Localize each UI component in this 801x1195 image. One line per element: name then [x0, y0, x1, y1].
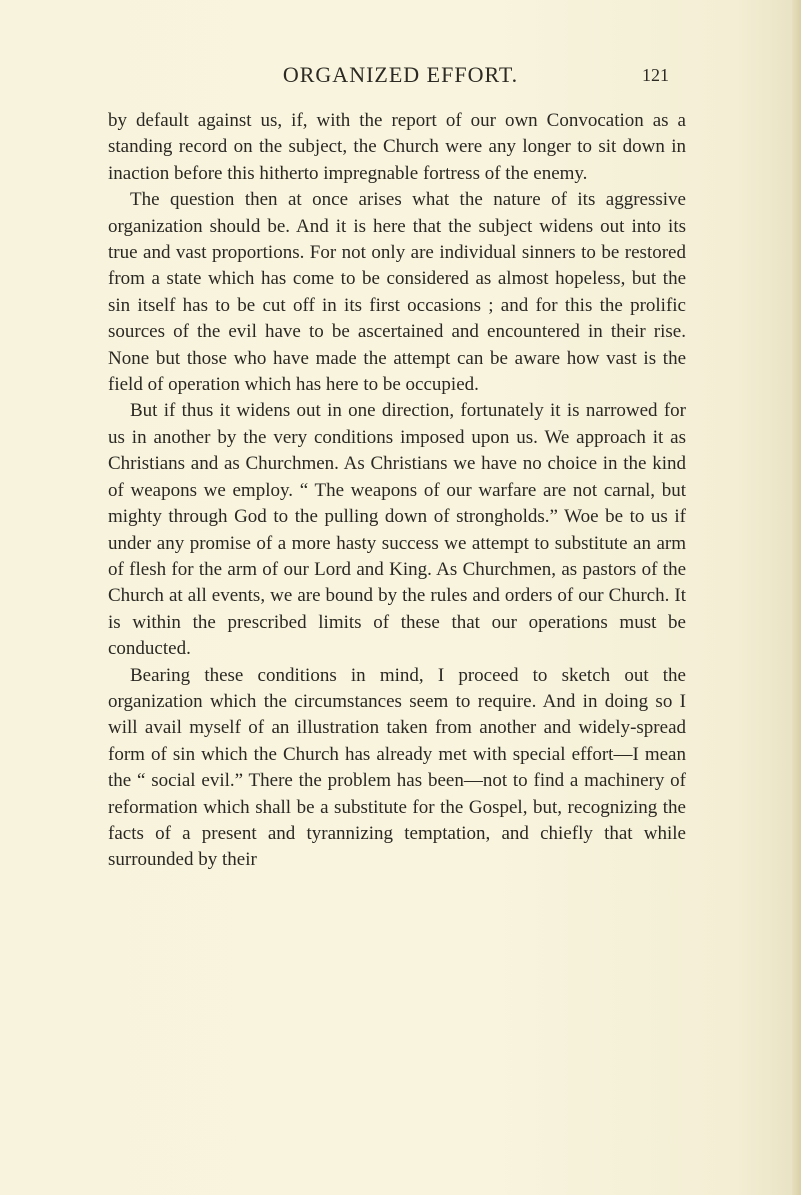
paragraph-3: But if thus it widens out in one direction, fortunately it is narrowed for us in another by the very conditions imposed upon us. We approach it as Christians and as Churchmen. As Christians we have no choice in the kind of weapons we employ. “ The weapons of our warfare are not carnal, but mighty through God to the pulling down of strongholds.” Woe be to us if under any promise of a more hasty success we attempt to substitute an arm of flesh for the arm of our Lord and King. As Churchmen, as pastors of the Church at all events, we are bound by the rules and orders of our Church. It is within the prescribed limits of these that our operations must be conducted. — [108, 400, 686, 660]
running-title: ORGANIZED EFFORT. — [282, 62, 519, 87]
page-edge — [792, 0, 801, 1195]
body-text — [108, 108, 686, 874]
running-header — [0, 62, 801, 92]
page-number: 121 — [642, 65, 669, 85]
paragraph-1: by default against us, if, with the report of our own Convocation as a standing record on the subject, the Church were any longer to sit down in inaction before this hitherto impregnable fortress of the enemy. — [108, 110, 686, 184]
paragraph-4: Bearing these conditions in mind, I proceed to sketch out the organization which the circumstances seem to require. And in doing so I will avail myself of an illustration taken from another and widely-spread form of sin which the Church has already met with special effort—I mean the “ social evil.” There the problem has been—not to find a machinery of reformation which shall be a substitute for the Gospel, but, recognizing the facts of a present and tyrannizing temptation, and chiefly that while surrounded by their — [108, 664, 686, 871]
paragraph-2: The question then at once arises what the nature of its aggressive organization should be. And it is here that the subject widens out into its true and vast proportions. For not only are individual sinners to be restored from a state which has come to be considered as almost hopeless, but the sin itself has to be cut off in its first occasions ; and for this the prolific sources of the evil have to be ascertained and encountered in their rise. None but those who have made the attempt can be aware how vast is the field of operation which has here to be occupied. — [108, 189, 686, 396]
